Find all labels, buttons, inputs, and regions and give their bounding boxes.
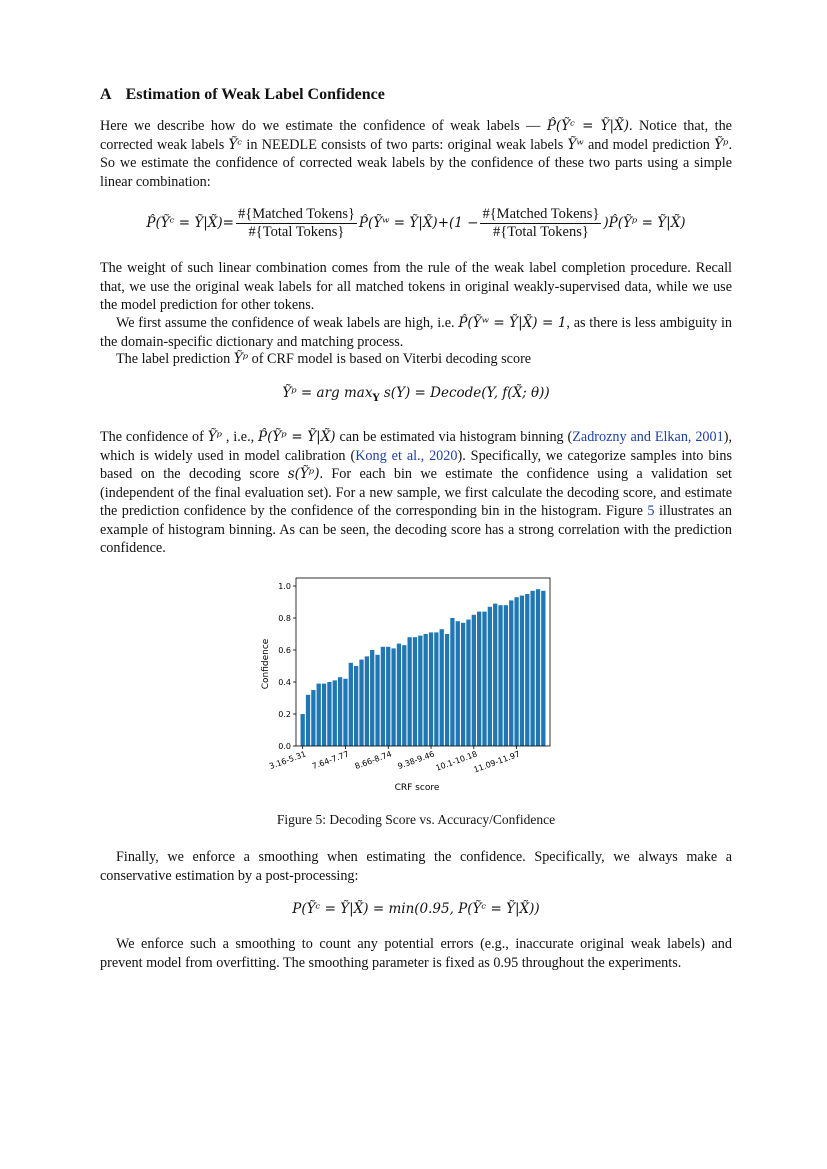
paragraph-smoothing — [100, 848, 732, 885]
histogram-bar — [391, 648, 395, 746]
histogram-bar — [397, 644, 401, 746]
math-inline: Ỹʷ — [567, 136, 584, 153]
histogram-bar — [381, 647, 385, 746]
histogram-bar — [365, 656, 369, 746]
text-span: . So we estimate the confidence of corrected weak labels by the confidence of these two parts using a simple linear combination: — [100, 136, 732, 190]
paragraph-text: The weight of such linear combination comes from the rule of the weak label completion procedure. Recall that, we use the original weak labels for all matched tokens in original weakly-supervised data, while we use the model prediction for other tokens. — [100, 260, 732, 313]
histogram-bar — [514, 597, 518, 746]
x-tick-label: 7.64-7.77 — [310, 749, 351, 772]
x-tick-label: 3.16-5.31 — [268, 749, 308, 772]
histogram-bar — [493, 604, 497, 746]
histogram-bar — [359, 660, 363, 746]
x-tick-label: 11.09-11.97 — [472, 749, 522, 775]
citation-link[interactable]: Kong et al., 2020 — [355, 447, 458, 464]
math-inline: P̂(Ỹʷ = Ỹ|X̃) = 1 — [458, 315, 567, 331]
histogram-bar — [509, 600, 513, 746]
histogram-bar — [520, 596, 524, 746]
histogram-bar — [386, 647, 390, 746]
equation-linear-combination — [100, 206, 732, 241]
y-tick-label: 0.2 — [278, 710, 291, 719]
histogram-bar — [375, 655, 379, 746]
paragraph-text: We enforce such a smoothing to count any potential errors (e.g., inaccurate original weak labels) and prevent model from overfitting. The smoothing parameter is fixed as 0.95 throughout the experiments. — [100, 936, 732, 971]
text-span: The label prediction — [116, 351, 234, 367]
y-tick-label: 0.4 — [278, 678, 291, 687]
histogram-bar — [488, 607, 492, 746]
text-span: . Notice that, the corrected weak labels — [100, 118, 732, 153]
math-inline: Ỹᵖ — [714, 136, 729, 153]
text-span: , i.e., — [222, 429, 259, 445]
histogram-bar — [424, 634, 428, 746]
histogram-bar — [461, 623, 465, 746]
plot-area — [268, 578, 550, 775]
paragraph-assumption — [100, 314, 732, 351]
histogram-bar — [504, 605, 508, 746]
math-inline: P̂(Ỹᵖ = Ỹ|X̃) — [258, 429, 336, 445]
histogram-bar — [482, 612, 486, 746]
text-span: can be estimated via histogram binning ( — [335, 429, 573, 445]
equation-part: P(Ỹᶜ = Ỹ|X̃) = min(0.95, P(Ỹᶜ = Ỹ|X̃)) — [292, 901, 540, 917]
section-title: Estimation of Weak Label Confidence — [125, 86, 385, 103]
text-span: , as there is less ambiguity in the domain-specific dictionary and matching process. — [100, 315, 732, 350]
histogram-bar — [333, 680, 337, 746]
histogram-bar — [536, 589, 540, 746]
y-axis-label: Confidence — [261, 638, 271, 690]
text-span: . For each bin we estimate the confidence using a validation set (independent of the final evaluation set). For a new sample, we first calculate the decoding score, and estimate the prediction confidence by the confidence of the corresponding bin in the histogram. Figure — [100, 466, 732, 519]
x-tick-label: 9.38-9.46 — [396, 749, 436, 772]
histogram-bar — [541, 591, 545, 746]
histogram-bar — [445, 634, 449, 746]
math-inline: s(Ỹᵖ) — [287, 466, 320, 482]
math-inline: Ỹᵖ — [207, 429, 223, 445]
histogram-bar — [322, 684, 326, 746]
y-axis-label-group — [261, 638, 271, 689]
y-tick-label: 0.6 — [278, 646, 291, 655]
histogram-bar — [418, 636, 422, 746]
histogram-bar — [429, 632, 433, 746]
histogram-bar — [440, 629, 444, 746]
text-span: Here we describe how do we estimate the confidence of weak labels — — [100, 118, 547, 134]
histogram-bar — [456, 621, 460, 746]
equation-part: )P̂(Ỹᵖ = Ỹ|X̃) — [603, 214, 686, 231]
confidence-histogram-chart — [250, 572, 580, 802]
histogram-bar — [466, 620, 470, 746]
section-heading — [100, 86, 385, 104]
x-axis-label: CRF score — [394, 783, 440, 793]
paragraph-label-prediction — [100, 350, 732, 369]
equation-subscript: Y — [372, 392, 380, 404]
figure-caption: Figure 5: Decoding Score vs. Accuracy/Confidence — [276, 812, 556, 827]
math-inline: Ỹᵖ — [233, 351, 249, 367]
fraction-denominator: #{Total Tokens} — [248, 224, 345, 240]
histogram-bar — [301, 714, 305, 746]
paragraph-intro — [100, 117, 732, 191]
histogram-bar — [370, 650, 374, 746]
y-tick-label: 1.0 — [278, 582, 291, 591]
text-span: of CRF model is based on Viterbi decoding score — [248, 351, 532, 367]
histogram-bar — [477, 612, 481, 746]
fraction-numerator: #{Matched Tokens} — [237, 206, 355, 222]
section-number: A — [100, 86, 112, 103]
histogram-bar — [434, 632, 438, 746]
text-span: The confidence of — [100, 429, 208, 445]
fraction-numerator: #{Matched Tokens} — [482, 206, 600, 222]
fraction — [480, 206, 601, 241]
histogram-bar — [327, 682, 331, 746]
fraction — [236, 206, 357, 241]
histogram-bar — [338, 677, 342, 746]
equation-part: s(Y) = Decode(Y, f(X̃; θ)) — [379, 385, 550, 401]
math-inline: P̂(Ỹᶜ = Ỹ|X̃) — [546, 118, 629, 134]
paragraph-weight — [100, 259, 732, 315]
text-span: ). Specifically, we categorize samples into bins based on the decoding score — [100, 447, 732, 482]
histogram-bar — [498, 605, 502, 746]
text-span: ), which is widely used in model calibration ( — [100, 429, 732, 464]
x-tick-label: 8.66-8.74 — [353, 749, 393, 772]
text-span: in NEEDLE consists of two parts: original weak labels — [242, 136, 568, 153]
histogram-bar — [450, 618, 454, 746]
histogram-bar — [343, 679, 347, 746]
histogram-bar — [407, 637, 411, 746]
equation-part: P̂(Ỹʷ = Ỹ|X̃)+(1 − — [358, 214, 479, 231]
paragraph-conclusion — [100, 935, 732, 972]
histogram-bar — [349, 663, 353, 746]
histogram-bar — [306, 695, 310, 746]
histogram-bar — [311, 690, 315, 746]
histogram-bar — [530, 591, 534, 746]
paragraph-text: Finally, we enforce a smoothing when estimating the confidence. Specifically, we always make a conservative estimation by a post-processing: — [100, 849, 732, 884]
histogram-bar — [402, 645, 406, 746]
figure-reference-link[interactable]: 5 — [647, 503, 655, 519]
y-tick-label: 0.8 — [278, 614, 291, 623]
equation-part: P̂(Ỹᶜ = Ỹ|X̃)= — [146, 214, 234, 231]
text-span: illustrates an example of histogram binning. As can be seen, the decoding score has a strong correlation with the prediction confidence. — [100, 503, 732, 556]
histogram-bar — [317, 684, 321, 746]
histogram-bar — [525, 594, 529, 746]
histogram-bar — [354, 666, 358, 746]
text-span: and model prediction — [583, 136, 715, 153]
citation-link[interactable]: Zadrozny and Elkan, 2001 — [572, 429, 724, 445]
text-span: We first assume the confidence of weak labels are high, i.e. — [116, 315, 459, 331]
histogram-bar — [472, 615, 476, 746]
histogram-bar — [413, 637, 417, 746]
equation-part: Ỹᵖ = arg max — [282, 385, 373, 401]
paragraph-histogram-binning — [100, 428, 732, 558]
equation-viterbi — [100, 385, 732, 404]
math-inline: Ỹᶜ — [228, 136, 243, 153]
x-tick-label: 10.1-10.18 — [434, 749, 479, 773]
fraction-denominator: #{Total Tokens} — [493, 224, 589, 240]
y-tick-label: 0.0 — [278, 742, 291, 751]
equation-smoothing — [100, 901, 732, 918]
